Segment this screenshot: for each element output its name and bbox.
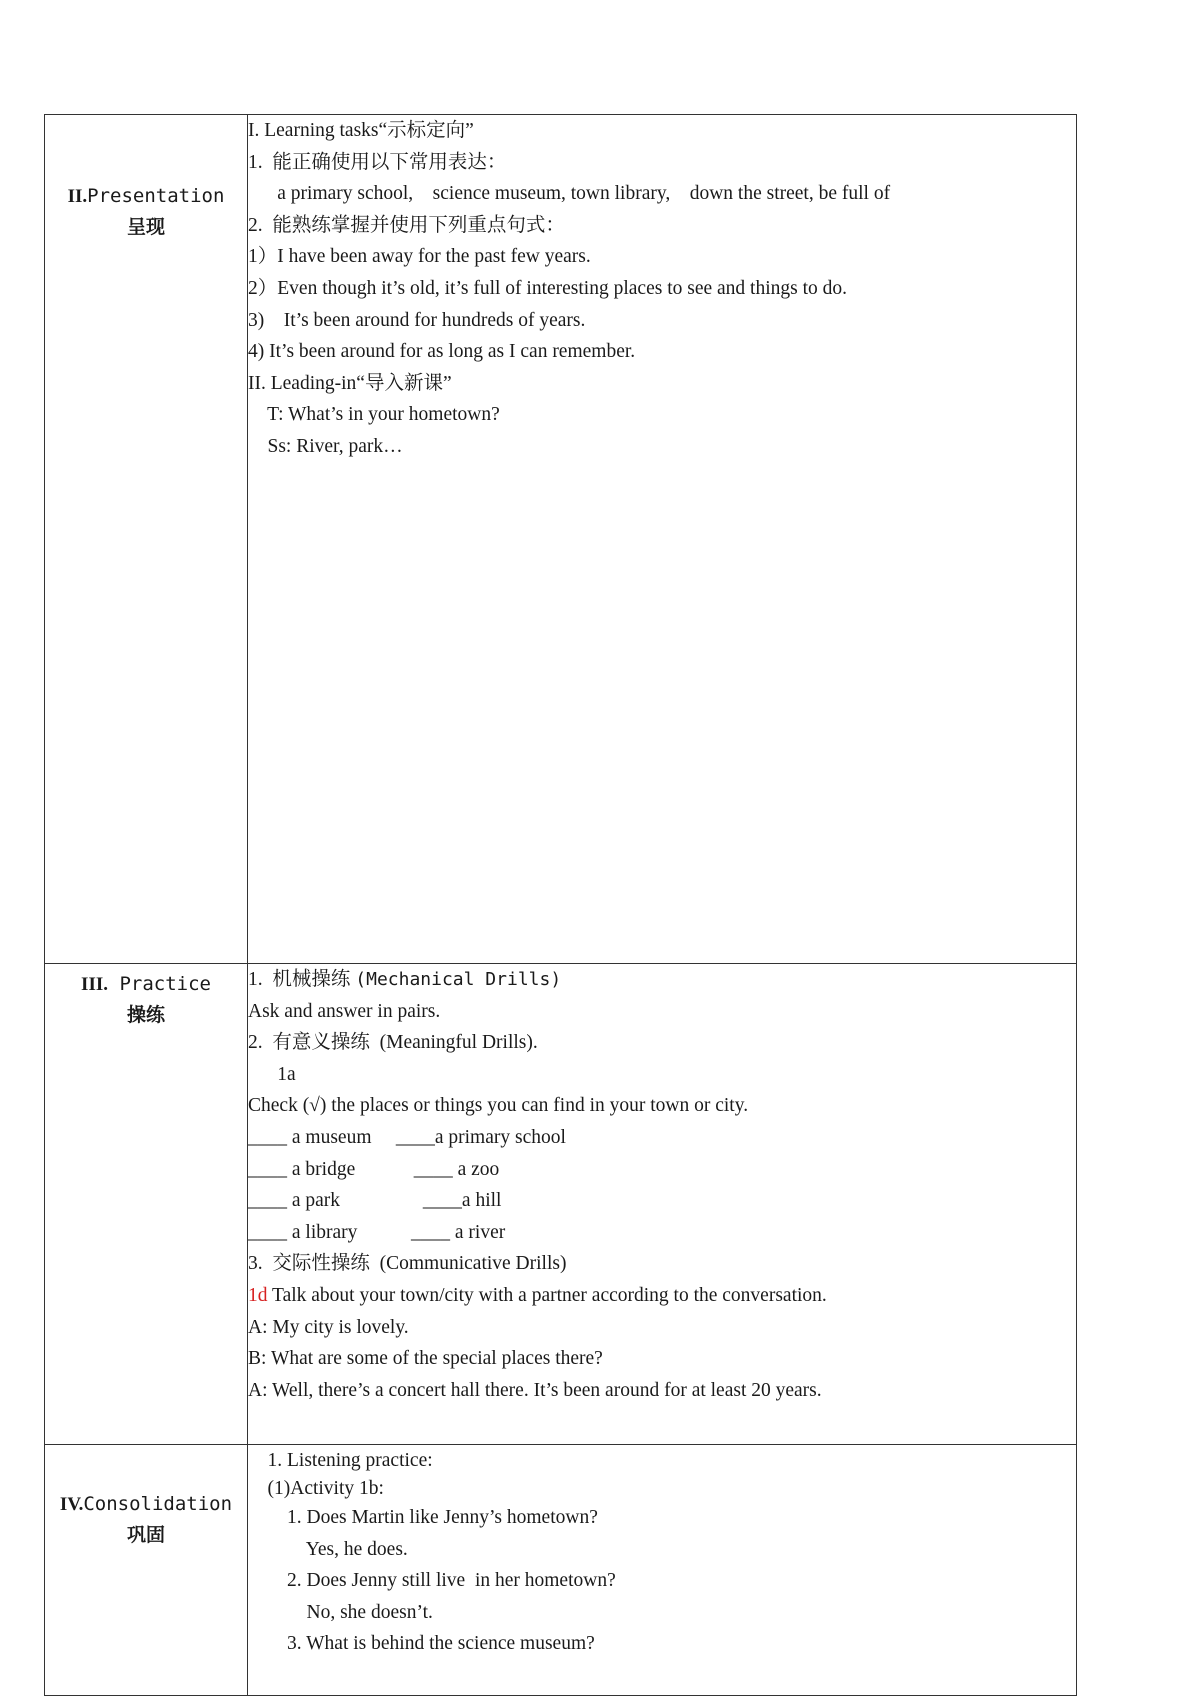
content-line: Ss: River, park…: [248, 435, 403, 457]
content-line: [248, 964, 1076, 996]
section-practice: [45, 964, 1077, 1445]
content-line: II. Leading-in“导入新课”: [248, 372, 452, 394]
content-line: I. Learning tasks“示标定向”: [248, 120, 474, 141]
section-title-en: Practice: [119, 973, 211, 995]
section-title-zh: 巩固: [126, 1524, 165, 1546]
section-title-en: Presentation: [87, 185, 225, 207]
dialog-line: A: My city is lovely.: [248, 1316, 409, 1338]
content-line: 2. 能熟练掌握并使用下列重点句式：: [248, 214, 565, 236]
question-line: 1. Does Martin like Jenny’s hometown?: [248, 1507, 598, 1528]
answer-line: Yes, he does.: [248, 1538, 408, 1560]
checklist-line: ____ a park ____a hill: [248, 1190, 502, 1212]
checklist-line: ____ a bridge ____ a zoo: [248, 1158, 500, 1180]
content-line: 1）I have been away for the past few years.: [248, 246, 591, 268]
content-line: 4) It’s been around for as long as I can remember.: [248, 341, 636, 363]
section-content: [248, 964, 1077, 1445]
content-line: Ask and answer in pairs.: [248, 1000, 441, 1022]
activity-instruction: Talk about your town/city with a partner according to the conversation.: [267, 1284, 827, 1306]
section-content: [248, 1445, 1077, 1696]
section-number: II.: [67, 186, 88, 207]
section-content: [248, 115, 1077, 964]
section-presentation: [45, 115, 1077, 964]
section-label: [45, 1445, 248, 1696]
answer-line: No, she doesn’t.: [248, 1601, 433, 1623]
question-line: 3. What is behind the science museum?: [248, 1633, 595, 1655]
content-line: 1. Listening practice:: [248, 1450, 433, 1471]
lesson-plan-table: [44, 114, 1077, 1696]
section-title-en: Consolidation: [83, 1493, 233, 1515]
section-label: [45, 964, 248, 1445]
content-line: 2. 有意义操练 (Meaningful Drills).: [248, 1032, 538, 1054]
drill-title-en: (Mechanical Drills): [355, 969, 562, 990]
content-line: 1a: [248, 1063, 296, 1085]
checklist-line: ____ a museum ____a primary school: [248, 1126, 566, 1148]
section-title-zh: 呈现: [126, 216, 165, 238]
section-consolidation: [45, 1445, 1077, 1696]
checklist-line: ____ a library ____ a river: [248, 1221, 506, 1243]
section-label: [45, 115, 248, 964]
dialog-line: B: What are some of the special places there?: [248, 1348, 603, 1370]
content-line: (1)Activity 1b:: [248, 1477, 384, 1499]
dialog-line: A: Well, there’s a concert hall there. It’s been around for at least 20 years.: [248, 1379, 822, 1401]
drill-title-zh: 1. 机械操练: [248, 969, 356, 990]
content-line: 2）Even though it’s old, it’s full of interesting places to see and things to do.: [248, 277, 848, 299]
content-line: a primary school, science museum, town library, down the street, be full of: [248, 183, 891, 205]
content-line: 3. 交际性操练 (Communicative Drills): [248, 1253, 567, 1275]
question-line: 2. Does Jenny still live in her hometown?: [248, 1570, 616, 1592]
section-number: IV.: [59, 1494, 84, 1515]
content-line: 1. 能正确使用以下常用表达：: [248, 151, 507, 173]
section-title-zh: 操练: [126, 1004, 165, 1026]
content-line: Check (√) the places or things you can find in your town or city.: [248, 1095, 749, 1117]
content-line: T: What’s in your hometown?: [248, 404, 500, 426]
section-number: III.: [81, 974, 108, 995]
content-line: [248, 1280, 1076, 1312]
activity-tag: 1d: [248, 1284, 268, 1306]
content-line: 3) It’s been around for hundreds of years.: [248, 309, 586, 331]
